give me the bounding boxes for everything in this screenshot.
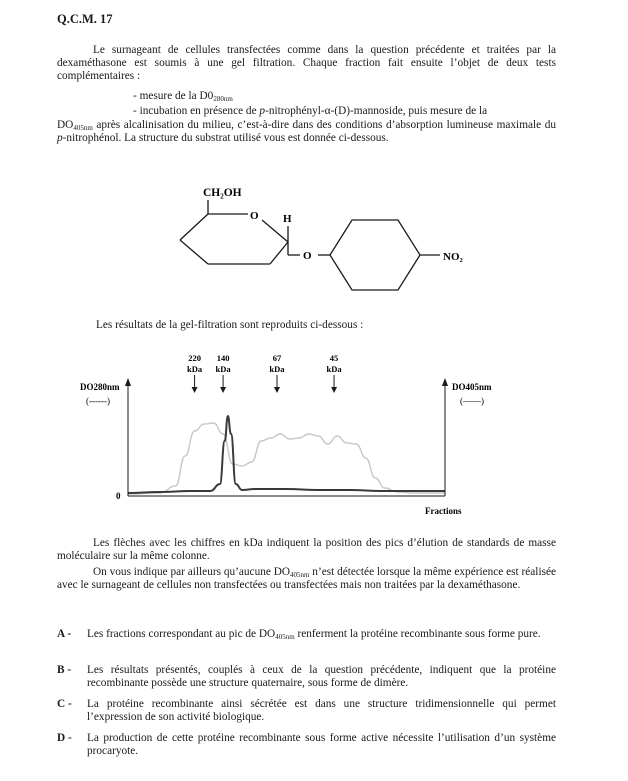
cont-rest: après alcalinisation du milieu, c’est-à-dire dans des conditions d’absorption lumineuse maximale du (92, 119, 556, 131)
x-axis-label: Fractions (425, 506, 462, 516)
control-sub: 405nm (290, 571, 310, 579)
results-intro: Les résultats de la gel-filtration sont reproduits ci-dessous : (96, 319, 364, 331)
y-axis-right-arrow (442, 378, 448, 386)
intro-continuation (57, 119, 556, 145)
cont-rest2: -nitrophénol. La structure du substrat utilisé vous est donnée ci-dessous. (62, 132, 389, 145)
marker-arrow-head-0 (192, 387, 198, 393)
test-item-2-post: -nitrophényl-α-(D)-mannoside, puis mesure de la (265, 105, 488, 117)
marker-unit-label-2: kDa (269, 364, 285, 374)
y-left-label (80, 382, 120, 392)
marker-mw-label-1: 140 (216, 353, 230, 363)
hydrogen-label: H (283, 213, 292, 225)
answer-text (87, 732, 556, 758)
question-title: Q.C.M. 17 (57, 12, 113, 26)
mw-markers (187, 353, 342, 393)
marker-mw-label-0: 220 (188, 353, 201, 363)
answer-letter: C - (57, 698, 72, 710)
test-item-1-sub: 280nm (213, 95, 233, 103)
glycosidic-oxygen-label: O (303, 250, 312, 262)
answer-text-main: Les fractions correspondant au pic de DO (87, 628, 276, 640)
test-item-1 (133, 90, 233, 103)
ch2oh-label: CH₂OH (203, 187, 242, 199)
answer-text-main: La production de cette protéine recombinante sous forme active nécessite l’utilisation d’un système procaryote. (87, 732, 556, 758)
answer-text (87, 628, 556, 641)
answer-letter: D - (57, 732, 72, 744)
substrate-structure (170, 180, 470, 295)
y-right-label: DO405nm (452, 382, 492, 392)
answer-text-main: La protéine recombinante ainsi sécrétée est dans une structure tridimensionnelle qui permet l’expression de son activité biologique. (87, 698, 556, 724)
answer-letter: A - (57, 628, 72, 640)
ring-bond-lower-left (180, 240, 208, 264)
test-item-2-p: p (259, 105, 266, 117)
marker-arrow-head-1 (220, 387, 226, 393)
benzene-ring (330, 220, 420, 290)
answer-text (87, 698, 556, 724)
intro-paragraph: Le surnageant de cellules transfectées comme dans la question précédente et traitées par la dexaméthasone est soumis à une gel filtration. Chaque fraction fait ensuite l’objet de deux tests complémentaires : (57, 44, 556, 83)
test-item-2 (133, 105, 487, 118)
cont-p: p (57, 132, 63, 145)
ring-oxygen-label: O (250, 210, 259, 222)
gel-filtration-chart (60, 348, 510, 518)
arrows-explanation: Les flèches avec les chiffres en kDa indiquent la position des pics d’élution de standards de masse moléculaire sur la même colonne. (57, 537, 556, 563)
ring-bond-upper-left (180, 214, 208, 240)
answer-text-main: Les résultats présentés, couplés à ceux de la question précédente, indiquent que la protéine recombinante possède une structure quaternaire, sous forme de dimère. (87, 664, 556, 690)
ring-bond-c1-c2 (270, 242, 288, 264)
control-post: n’est détectée lorsque la même expérience est réalisée avec le surnageant de cellules non transfectées ou transfectées mais non traitées par la dexaméthasone. (57, 566, 557, 592)
origin-label: 0 (116, 491, 121, 501)
no2-label: NO₂ (443, 251, 463, 263)
answer-text-sub: 405nm (275, 633, 295, 641)
answer-text (87, 664, 556, 690)
marker-unit-label-3: kDa (326, 364, 342, 374)
cont-sub: 405nm (73, 124, 93, 132)
answer-text-post: renferment la protéine recombinante sous forme pure. (294, 628, 541, 640)
series-do280 (128, 423, 445, 494)
marker-mw-label-2: 67 (272, 353, 282, 363)
answer-letter: B - (57, 664, 72, 676)
y-left-label-text: DO280nm (80, 382, 120, 392)
marker-unit-label-0: kDa (187, 364, 203, 374)
marker-mw-label-3: 45 (329, 353, 339, 363)
y-right-legend: (——) (460, 396, 484, 406)
marker-arrow-head-2 (274, 387, 280, 393)
y-left-legend: (------) (86, 396, 110, 406)
test-item-2-pre: - incubation en présence de (133, 105, 260, 117)
cont-do: DO (57, 119, 74, 131)
y-axis-left-arrow (125, 378, 131, 386)
test-item-1-text: - mesure de la D0 (133, 90, 214, 102)
control-explanation (57, 566, 556, 592)
control-pre: On vous indique par ailleurs qu’aucune DO (93, 566, 291, 578)
marker-arrow-head-3 (331, 387, 337, 393)
marker-unit-label-1: kDa (215, 364, 231, 374)
series-do405 (128, 416, 445, 493)
